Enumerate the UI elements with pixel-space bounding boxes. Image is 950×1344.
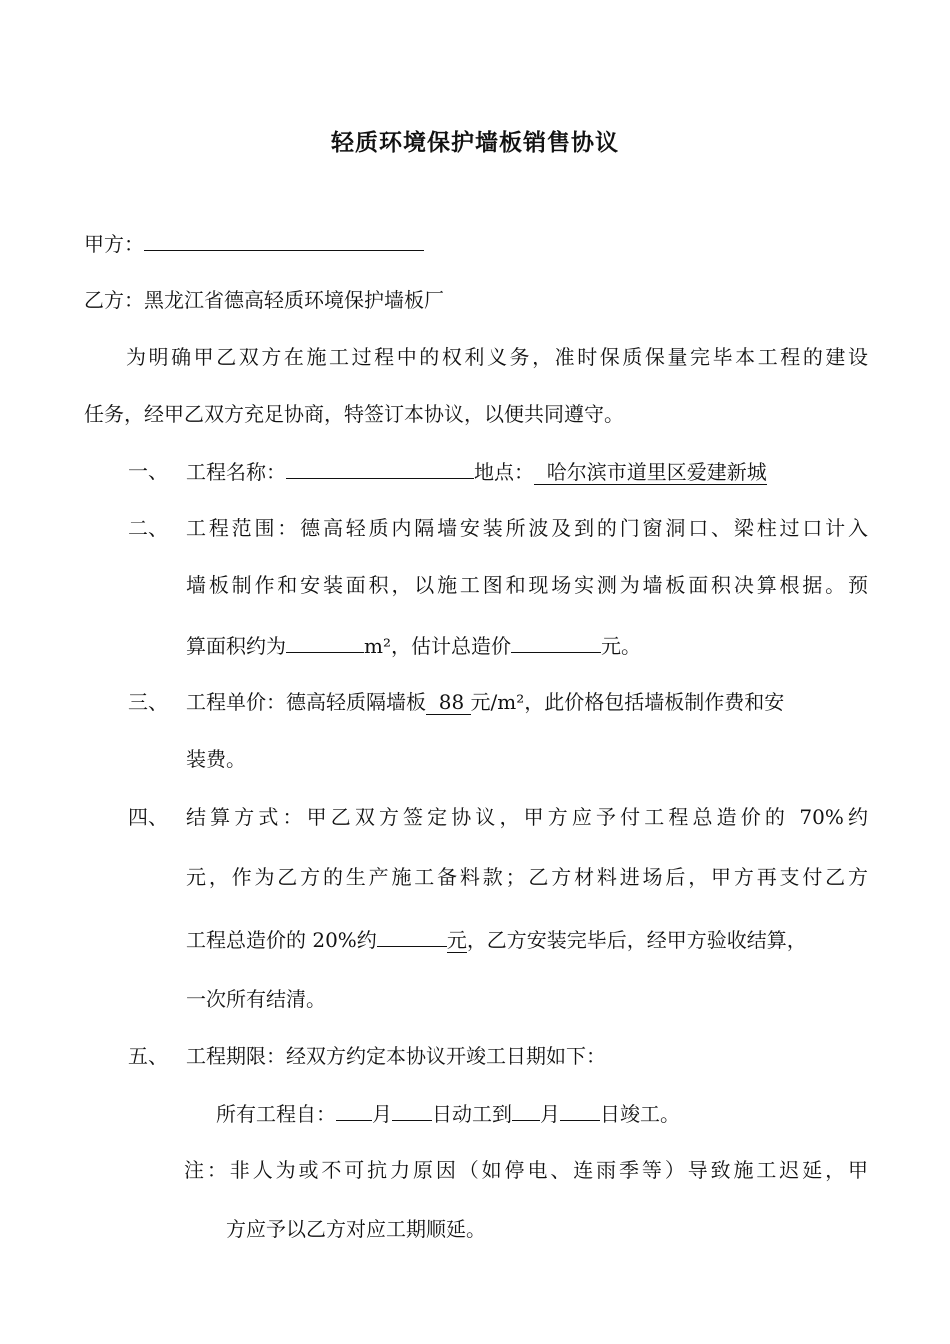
note-line-1: 注：非人为或不可抗力原因（如停电、连雨季等）导致施工迟延，甲 (184, 1158, 868, 1182)
unit-price-desc: 元/m²，此价格包括墙板制作费和安 (470, 690, 785, 714)
item-4-number: 四、 (128, 805, 168, 829)
party-b-line (84, 283, 444, 317)
party-b-label: 乙方： (84, 288, 144, 312)
document-title: 轻质环境保护墙板销售协议 (331, 130, 619, 156)
area-label: 算面积约为 (186, 634, 286, 658)
item-1-line (186, 454, 767, 489)
second-payment-label: 工程总造价的 20%约 (186, 928, 377, 952)
start-month-label: 月 (372, 1102, 392, 1126)
item-3-line-1 (186, 685, 784, 719)
item-5-number: 五、 (128, 1044, 168, 1068)
party-a-blank (144, 226, 424, 251)
total-cost-label: m²，估计总造价 (364, 634, 511, 658)
start-month-blank (336, 1096, 372, 1121)
project-name-blank (286, 454, 474, 479)
item-5-date-line (216, 1096, 680, 1131)
total-cost-unit: 元。 (600, 634, 641, 658)
schedule-label: 所有工程自： (216, 1102, 336, 1126)
second-payment-unit: 元 (446, 928, 467, 952)
party-b-name: 黑龙江省德高轻质环境保护墙板厂 (144, 288, 444, 312)
unit-price-label: 工程单价：德高轻质隔墙板 (186, 690, 426, 714)
item-4-line-2: 元，作为乙方的生产施工备料款；乙方材料进场后，甲方再支付乙方 (186, 865, 868, 889)
item-4-line-4: 一次所有结清。 (186, 987, 326, 1011)
item-2-line-2: 墙板制作和安装面积，以施工图和现场实测为墙板面积决算根据。预 (186, 573, 868, 597)
location-label: 地点： (474, 460, 534, 484)
end-month-blank (512, 1096, 540, 1121)
unit-price-value: 88 (426, 690, 471, 714)
item-1-number: 一、 (128, 459, 168, 483)
area-blank (286, 628, 364, 653)
item-5-line-1: 工程期限：经双方约定本协议开竣工日期如下： (186, 1044, 606, 1068)
end-day-blank (560, 1096, 600, 1121)
item-2-number: 二、 (128, 516, 168, 540)
start-day-label: 日动工到 (432, 1102, 512, 1126)
second-payment-blank (377, 922, 447, 947)
item-3-line-2: 装费。 (186, 747, 246, 771)
project-name-label: 工程名称： (186, 460, 286, 484)
item-2-line-3 (186, 628, 641, 663)
item-4-line-3 (186, 922, 807, 957)
intro-line-2: 任务，经甲乙双方充足协商，特签订本协议，以便共同遵守。 (84, 402, 624, 426)
total-cost-blank (511, 628, 601, 653)
item-4-line-1: 结算方式：甲乙双方签定协议，甲方应予付工程总造价的 70%约 (186, 805, 868, 829)
start-day-blank (392, 1096, 432, 1121)
location-value: 哈尔滨市道里区爱建新城 (534, 460, 767, 484)
end-day-label: 日竣工。 (600, 1102, 680, 1126)
note-line-2: 方应予以乙方对应工期顺延。 (226, 1217, 486, 1241)
item-3-number: 三、 (128, 690, 168, 714)
intro-line-1: 为明确甲乙双方在施工过程中的权利义务，准时保质保量完毕本工程的建设 (126, 345, 868, 369)
party-a-line (84, 226, 424, 261)
item-2-line-1: 工程范围：德高轻质内隔墙安装所波及到的门窗洞口、梁柱过口计入 (186, 516, 868, 540)
second-payment-desc: ，乙方安装完毕后，经甲方验收结算， (466, 928, 807, 952)
end-month-label: 月 (540, 1102, 560, 1126)
party-a-label: 甲方： (84, 232, 144, 256)
